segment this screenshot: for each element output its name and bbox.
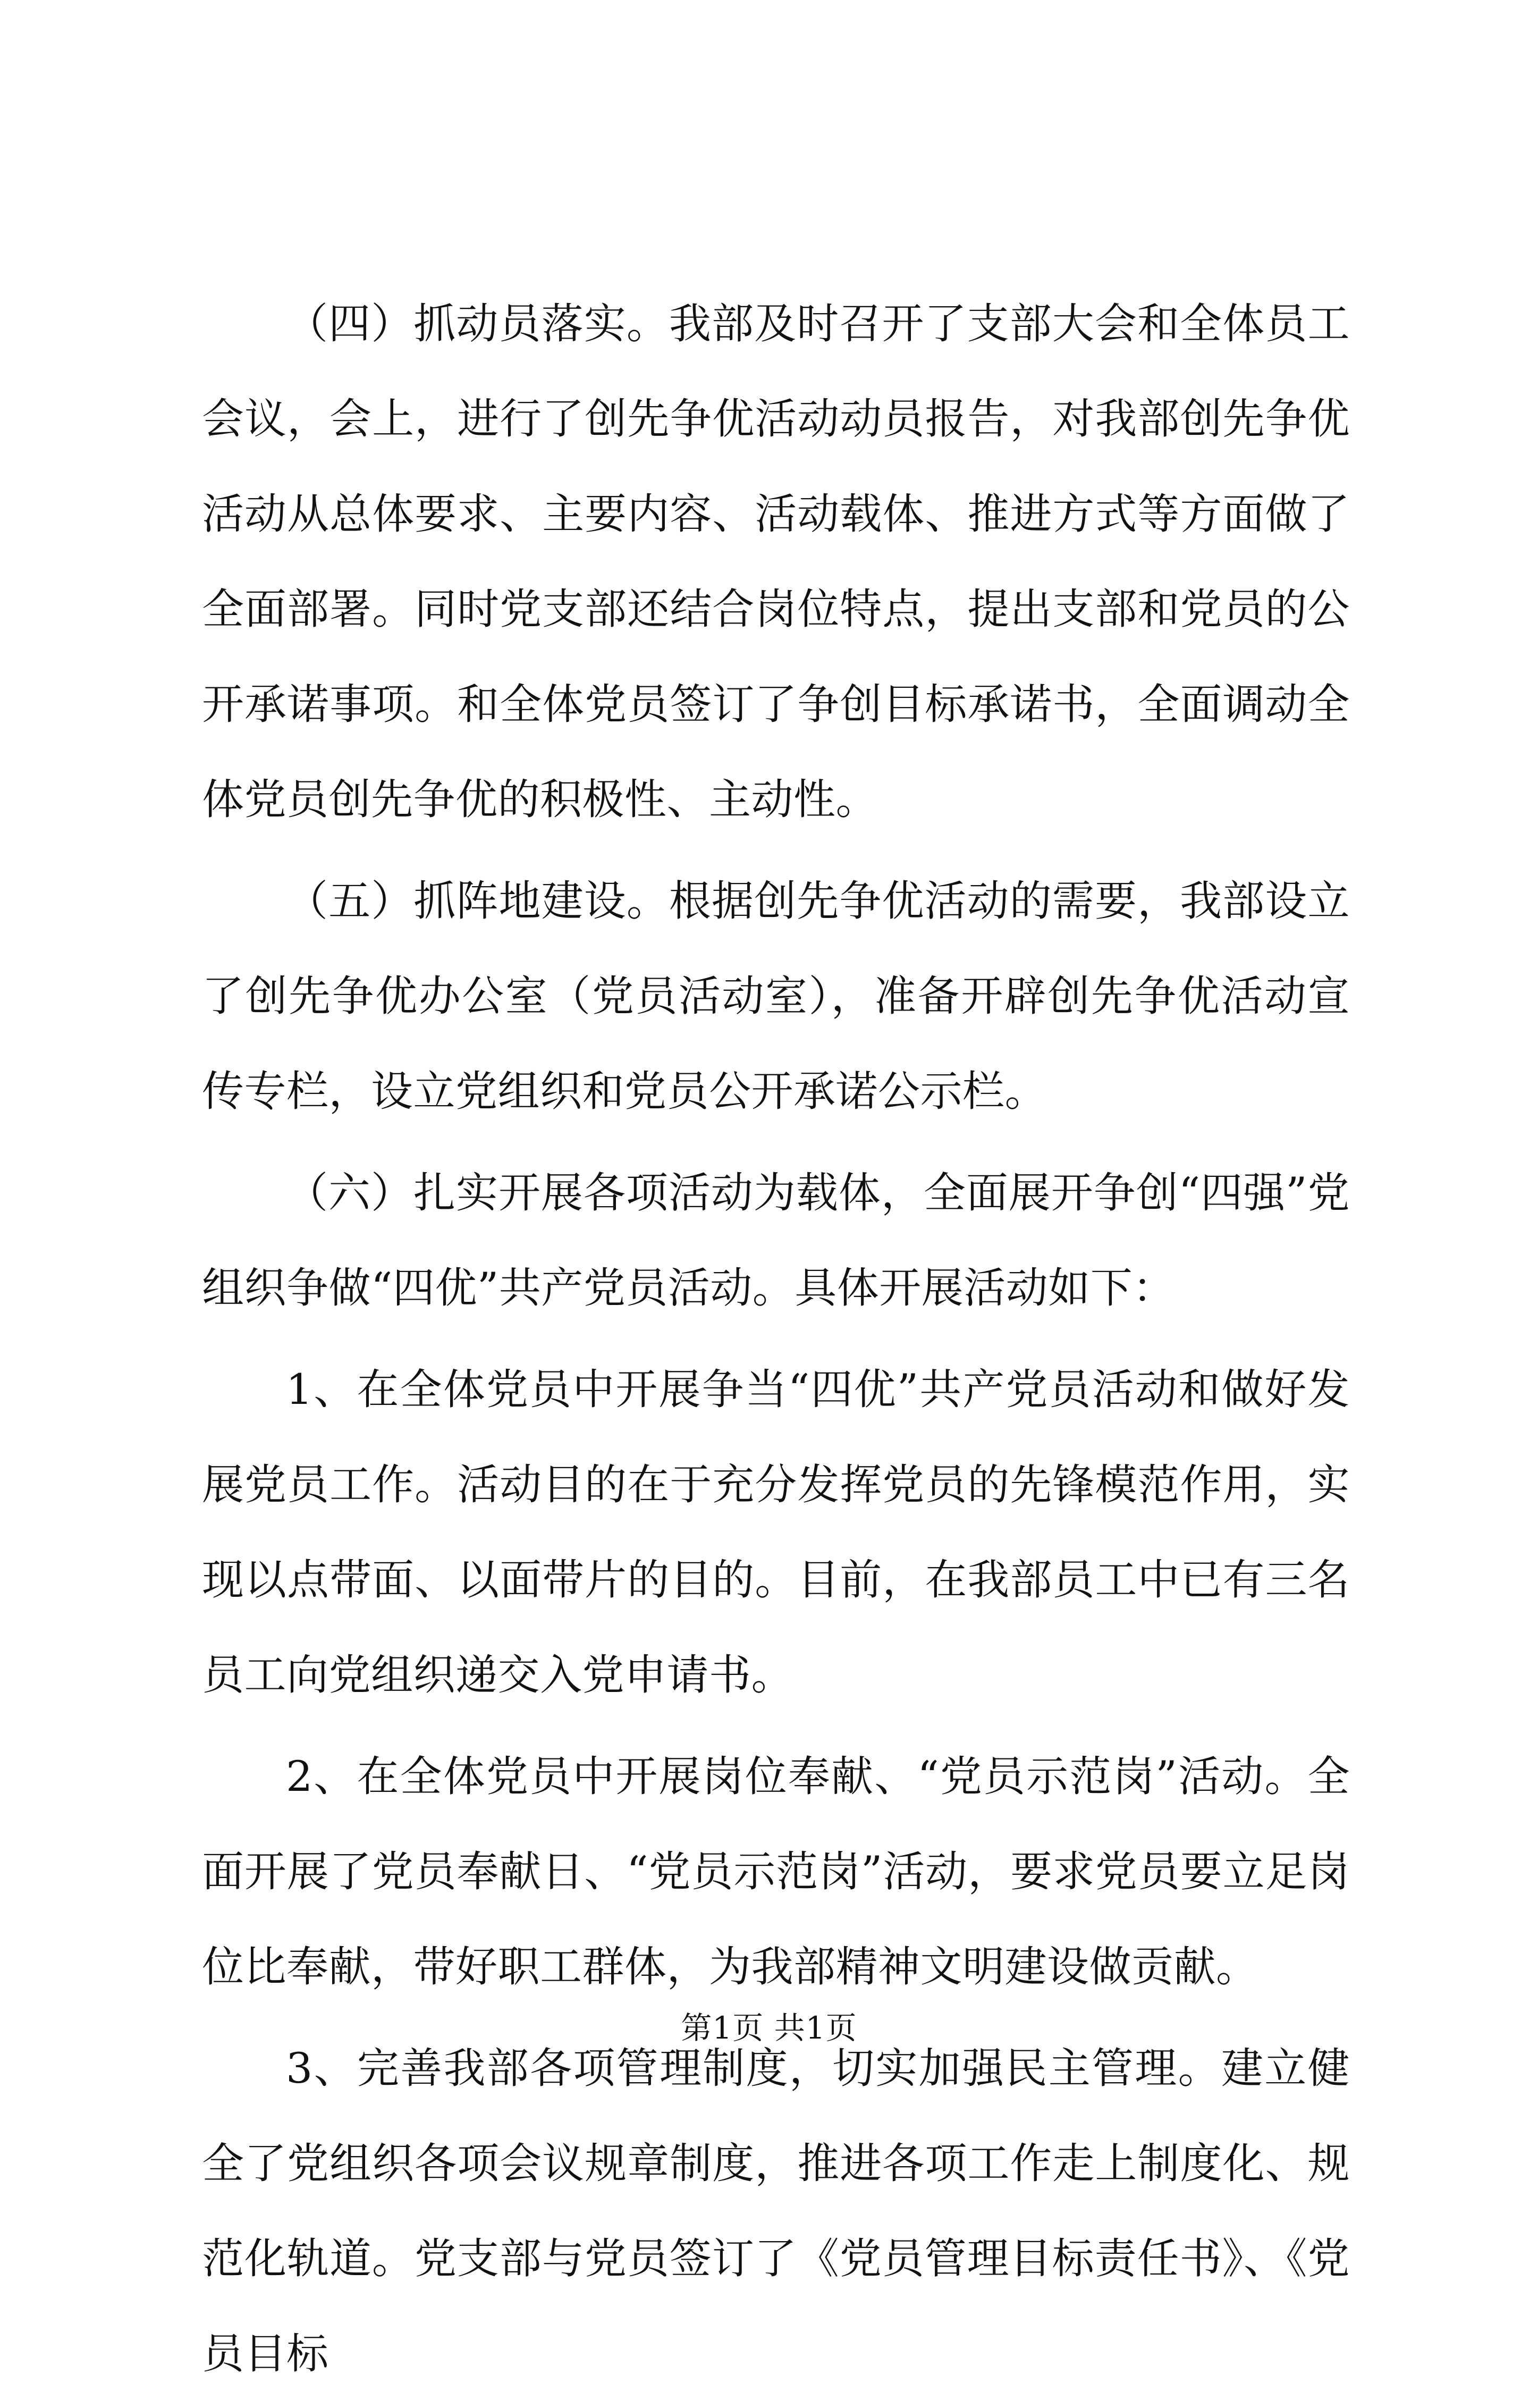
paragraph-activity-3: 3、完善我部各项管理制度，切实加强民主管理。建立健全了党组织各项会议规章制度，推进各项工作走上制度化、规范化轨道。党支部与党员签订了《党员管理目标责任书》、《党员目标 (202, 2044, 1350, 2378)
paragraph-activity-2: 2、在全体党员中开展岗位奉献、“党员示范岗”活动。全面开展了党员奉献日、“党员示范岗”活动，要求党员要立足岗位比奉献，带好职工群体，为我部精神文明建设做贡献。 (202, 1752, 1350, 1991)
page-footer: 第1页 共1页 (681, 2010, 857, 2046)
paragraph-activity-1: 1、在全体党员中开展争当“四优”共产党员活动和做好发展党员工作。活动目的在于充分发挥党员的先锋模范作用，实现以点带面、以面带片的目的。目前，在我部员工中已有三名员工向党组织递交入党申请书。 (202, 1365, 1350, 1699)
paragraph-position-building: （五）抓阵地建设。根据创先争优活动的需要，我部设立了创先争优办公室（党员活动室），准备开辟创先争优活动宣传专栏，设立党组织和党员公开承诺公示栏。 (202, 877, 1350, 1116)
document-body (202, 276, 1350, 2408)
paragraph-activities-intro: （六）扎实开展各项活动为载体，全面展开争创“四强”党组织争做“四优”共产党员活动。具体开展活动如下： (202, 1168, 1350, 1312)
paragraph-mobilization: （四）抓动员落实。我部及时召开了支部大会和全体员工会议，会上，进行了创先争优活动动员报告，对我部创先争优活动从总体要求、主要内容、活动载体、推进方式等方面做了全面部署。同时党支部还结合岗位特点，提出支部和党员的公开承诺事项。和全体党员签订了争创目标承诺书，全面调动全体党员创先争优的积极性、主动性。 (202, 299, 1350, 824)
